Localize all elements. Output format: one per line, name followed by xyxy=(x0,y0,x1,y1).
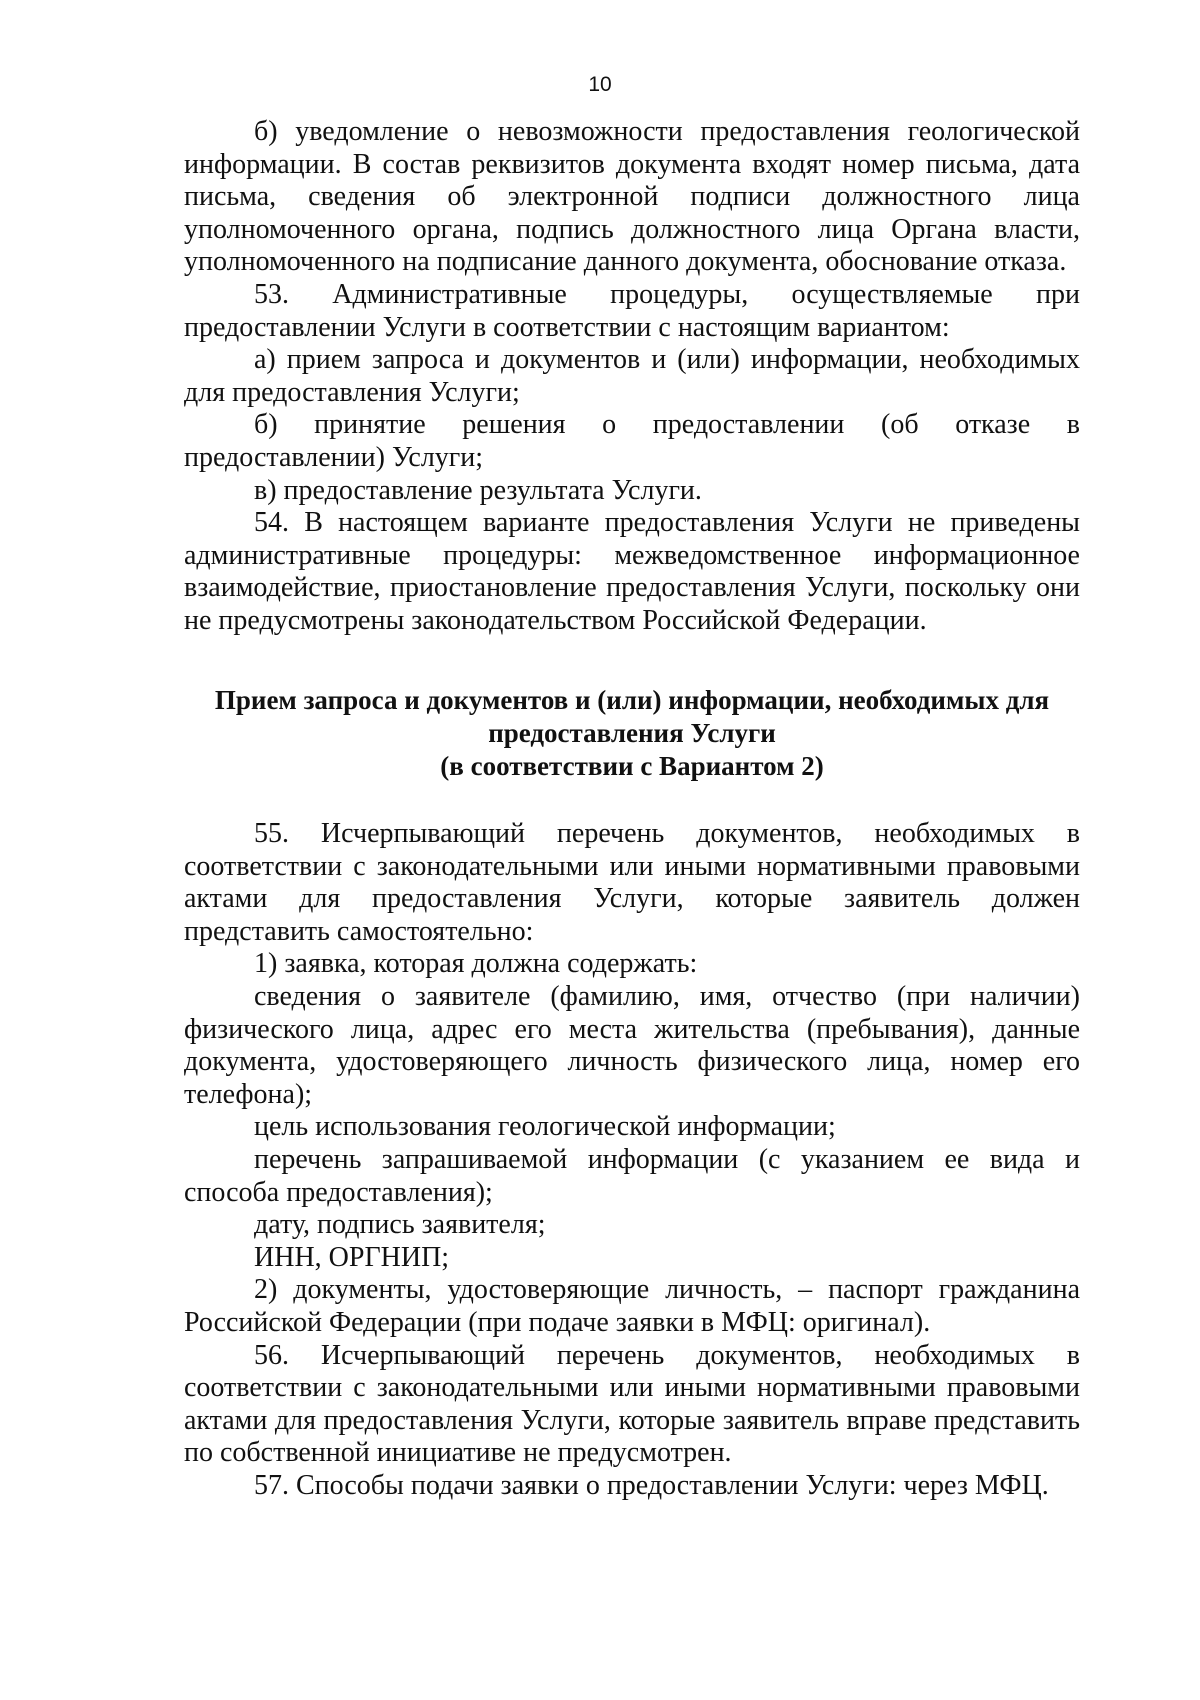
bottom-text-block xyxy=(184,818,1080,1502)
paragraph-usage-purpose: цель использования геологической информации; xyxy=(254,1111,836,1143)
paragraph-55: 55. Исчерпывающий перечень документов, необходимых в соответствии с законодательными или иными нормативными правовыми актами для предоставления Услуги, которые заявитель должен представить самостоятельно: xyxy=(184,818,1080,947)
paragraph-54: 54. В настоящем варианте предоставления Услуги не приведены административные процедуры: межведомственное информационное взаимодействие, приостановление предоставления Услуги, поскольку они не предусмотрены законодательством Российской Федерации. xyxy=(184,507,1080,636)
paragraph-55-item-1: 1) заявка, которая должна содержать: xyxy=(254,948,698,980)
section-heading-line-3: (в соответствии с Вариантом 2) xyxy=(440,751,824,781)
paragraph-53v: в) предоставление результата Услуги. xyxy=(254,474,702,506)
paragraph-53a: а) прием запроса и документов и (или) информации, необходимых для предоставления Услуги; xyxy=(184,344,1080,408)
paragraph-53b: б) принятие решения о предоставлении (об отказе в предоставлении) Услуги; xyxy=(184,409,1080,473)
paragraph-52b-refusal-notice: б) уведомление о невозможности предоставления геологической информации. В состав реквизитов документа входят номер письма, дата письма, сведения об электронной подписи должностного лица уполномоченного органа, подпись должностного лица Органа власти, уполномоченного на подписание данного документа, обоснование отказа. xyxy=(184,116,1080,278)
section-heading xyxy=(184,684,1080,783)
paragraph-applicant-info: сведения о заявителе (фамилию, имя, отчество (при наличии) физического лица, адрес его места жительства (пребывания), данные документа, удостоверяющего личность физического лица, номер его телефона); xyxy=(184,980,1080,1110)
section-heading-line-2: предоставления Услуги xyxy=(488,718,776,748)
paragraph-57: 57. Способы подачи заявки о предоставлении Услуги: через МФЦ. xyxy=(254,1469,1049,1501)
paragraph-53: 53. Административные процедуры, осуществляемые при предоставлении Услуги в соответствии с настоящим вариантом: xyxy=(184,278,1080,343)
paragraph-requested-info: перечень запрашиваемой информации (с указанием ее вида и способа предоставления); xyxy=(184,1143,1080,1208)
page-number: 10 xyxy=(588,73,612,96)
paragraph-inn: ИНН, ОРГНИП; xyxy=(254,1241,450,1273)
section-heading-line-1: Прием запроса и документов и (или) информации, необходимых для xyxy=(214,685,1050,715)
paragraph-56: 56. Исчерпывающий перечень документов, необходимых в соответствии с законодательными или иными нормативными правовыми актами для предоставления Услуги, которые заявитель вправе представить по собственной инициативе не предусмотрен. xyxy=(184,1339,1080,1469)
paragraph-date-signature: дату, подпись заявителя; xyxy=(254,1209,546,1241)
paragraph-55-item-2: 2) документы, удостоверяющие личность, – паспорт гражданина Российской Федерации (при подаче заявки в МФЦ: оригинал). xyxy=(184,1274,1080,1338)
top-text-block xyxy=(184,116,1080,638)
